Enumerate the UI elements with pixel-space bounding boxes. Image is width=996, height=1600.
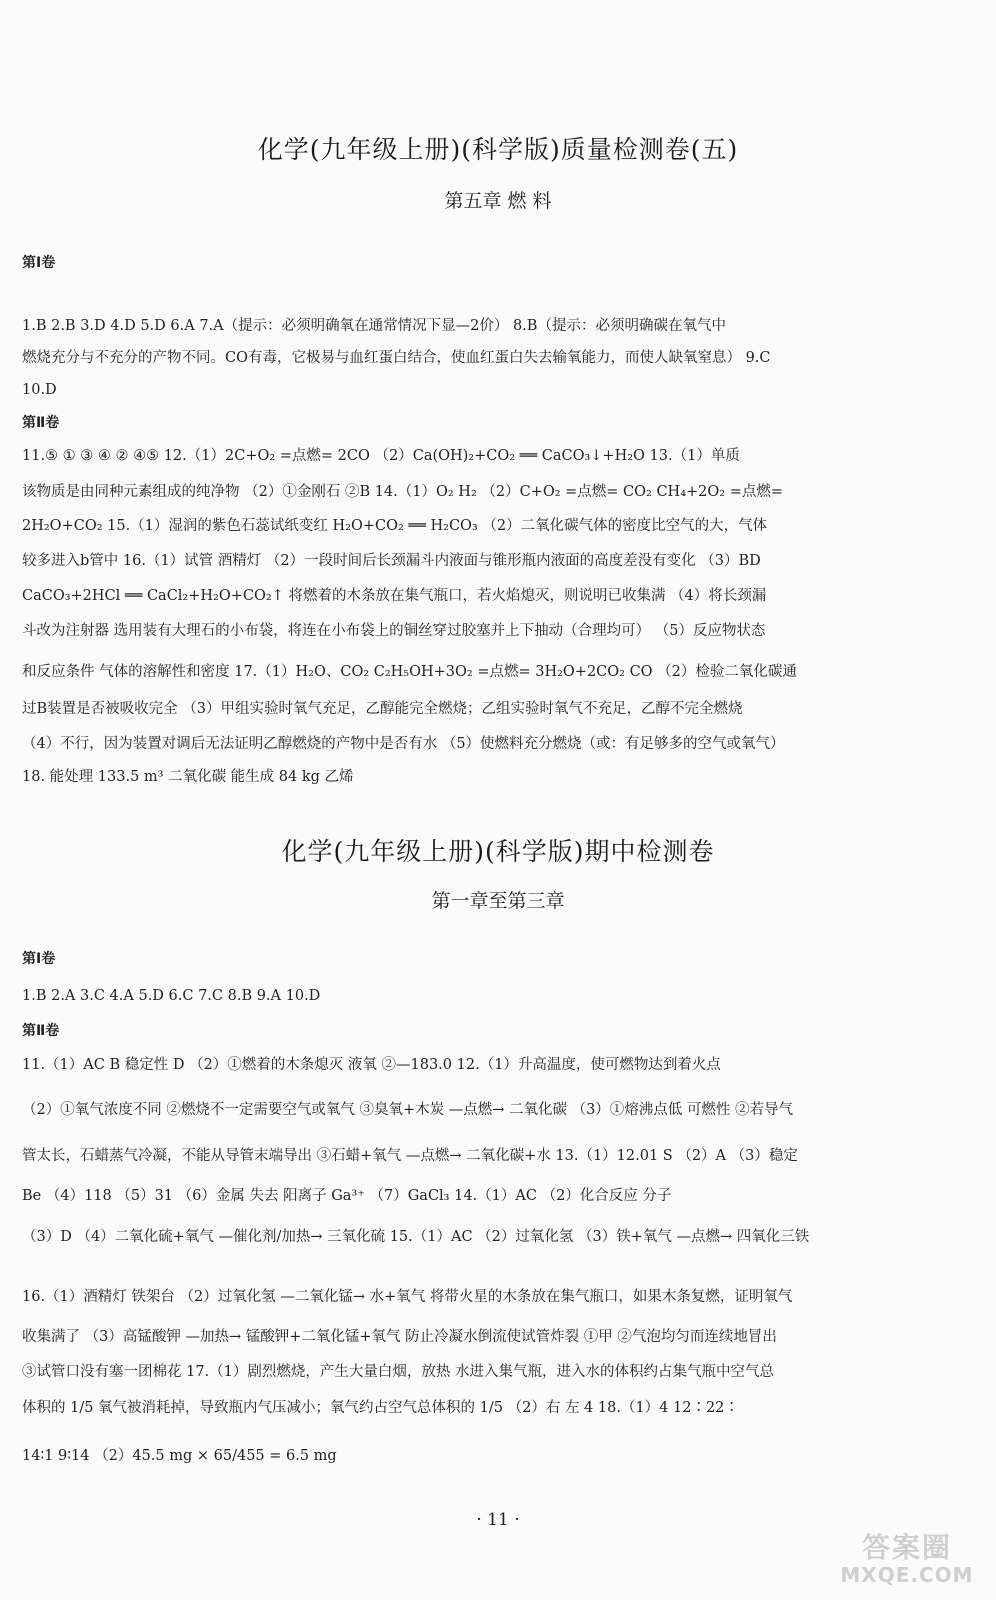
- section1-subtitle: 第五章 燃 料: [444, 190, 552, 212]
- section2-subtitle: 第一章至第三章: [431, 890, 565, 912]
- watermark-text: 答案圈: [861, 1531, 952, 1564]
- section1-part2-line: 过B装置是否被吸收完全 （3）甲组实验时氧气充足，乙醇能完全燃烧；乙组实验时氧气不充足，乙醇不完全燃烧: [22, 701, 743, 717]
- section2-part2-line: 11.（1）AC B 稳定性 D （2）①燃着的木条熄灭 液氧 ②—183.0 12.（1）升高温度，使可燃物达到着火点: [22, 1057, 721, 1073]
- section2-part2-line: （2）①氧气浓度不同 ②燃烧不一定需要空气或氧气 ③臭氧+木炭 —点燃→ 二氧化碳 （3）①熔沸点低 可燃性 ②若导气: [22, 1102, 794, 1118]
- section1-part2-line: 2H₂O+CO₂ 15.（1）湿润的紫色石蕊试纸变红 H₂O+CO₂ ══ H₂CO₃ （2）二氧化碳气体的密度比空气的大，气体: [22, 518, 768, 534]
- section2-part2-label: 第Ⅱ卷: [22, 1023, 60, 1039]
- section2-part2-line: 14∶1 9∶14 （2）45.5 mg × 65/455 = 6.5 mg: [22, 1448, 337, 1464]
- section2-part1-line: 1.B 2.A 3.C 4.A 5.D 6.C 7.C 8.B 9.A 10.D: [22, 988, 321, 1004]
- section1-part1-line: 10.D: [22, 382, 57, 398]
- section1-part2-line: 和反应条件 气体的溶解性和密度 17.（1）H₂O、CO₂ C₂H₅OH+3O₂ =点燃= 3H₂O+2CO₂ CO （2）检验二氧化碳通: [22, 664, 797, 680]
- section2-part2-line: Be （4）118 （5）31 （6）金属 失去 阳离子 Ga³⁺ （7）GaCl₃ 14.（1）AC （2）化合反应 分子: [22, 1188, 672, 1204]
- watermark-url: MXQE.COM: [840, 1563, 974, 1587]
- section1-part2-line: （4）不行，因为装置对调后无法证明乙醇燃烧的产物中是否有水 （5）使燃料充分燃烧（或：有足够多的空气或氧气）: [22, 736, 785, 752]
- section2-part2-line: 管太长，石蜡蒸气冷凝，不能从导管末端导出 ③石蜡+氧气 —点燃→ 二氧化碳+水 13.（1）12.01 S （2）A （3）稳定: [22, 1148, 798, 1164]
- section2-part2-line: 16.（1）酒精灯 铁架台 （2）过氧化氢 —二氧化锰→ 水+氧气 将带火星的木条放在集气瓶口，如果木条复燃，证明氧气: [22, 1289, 793, 1305]
- section1-part2-line: 11.⑤ ① ③ ④ ② ④⑤ 12.（1）2C+O₂ =点燃= 2CO （2）Ca(OH)₂+CO₂ ══ CaCO₃↓+H₂O 13.（1）单质: [22, 448, 740, 464]
- section2-part1-label: 第Ⅰ卷: [22, 951, 56, 967]
- page-number: · 11 ·: [476, 1510, 520, 1530]
- section1-part2-line: 18. 能处理 133.5 m³ 二氧化碳 能生成 84 kg 乙烯: [22, 769, 354, 785]
- section1-part1-label: 第Ⅰ卷: [22, 255, 56, 271]
- section2-part2-line: 体积的 1/5 氧气被消耗掉，导致瓶内气压减小；氧气约占空气总体积的 1/5 （2）右 左 4 18.（1）4 12∶22∶: [22, 1400, 739, 1416]
- section1-part2-line: 斗改为注射器 选用装有大理石的小布袋，将连在小布袋上的铜丝穿过胶塞并上下抽动（合理均可） （5）反应物状态: [22, 623, 766, 639]
- section2-title: 化学(九年级上册)(科学版)期中检测卷: [281, 837, 715, 866]
- section1-part2-line: CaCO₃+2HCl ══ CaCl₂+H₂O+CO₂↑ 将燃着的木条放在集气瓶口，若火焰熄灭，则说明已收集满 （4）将长颈漏: [22, 588, 767, 604]
- section1-part2-line: 该物质是由同种元素组成的纯净物 （2）①金刚石 ②B 14.（1）O₂ H₂ （2）C+O₂ =点燃= CO₂ CH₄+2O₂ =点燃=: [22, 484, 783, 500]
- section1-part1-line: 1.B 2.B 3.D 4.D 5.D 6.A 7.A（提示：必须明确氧在通常情况下显—2价） 8.B（提示：必须明确碳在氧气中: [22, 318, 726, 334]
- section1-part2-label: 第Ⅱ卷: [22, 415, 60, 431]
- section1-title: 化学(九年级上册)(科学版)质量检测卷(五): [257, 135, 739, 164]
- watermark-logo: [832, 1532, 982, 1592]
- section2-part2-line: 收集满了 （3）高锰酸钾 —加热→ 锰酸钾+二氧化锰+氧气 防止冷凝水倒流使试管炸裂 ①甲 ②气泡均匀而连续地冒出: [22, 1329, 777, 1345]
- section2-part2-line: （3）D （4）二氧化硫+氧气 —催化剂/加热→ 三氧化硫 15.（1）AC （2）过氧化氢 （3）铁+氧气 —点燃→ 四氧化三铁: [22, 1229, 810, 1245]
- section1-part1-line: 燃烧充分与不充分的产物不同。CO有毒，它极易与血红蛋白结合，使血红蛋白失去输氧能力，而使人缺氧窒息） 9.C: [22, 350, 771, 366]
- section1-part2-line: 较多进入b管中 16.（1）试管 酒精灯 （2）一段时间后长颈漏斗内液面与锥形瓶内液面的高度差没有变化 （3）BD: [22, 553, 761, 569]
- section2-part2-line: ③试管口没有塞一团棉花 17.（1）剧烈燃烧，产生大量白烟，放热 水进入集气瓶，进入水的体积约占集气瓶中空气总: [22, 1364, 774, 1380]
